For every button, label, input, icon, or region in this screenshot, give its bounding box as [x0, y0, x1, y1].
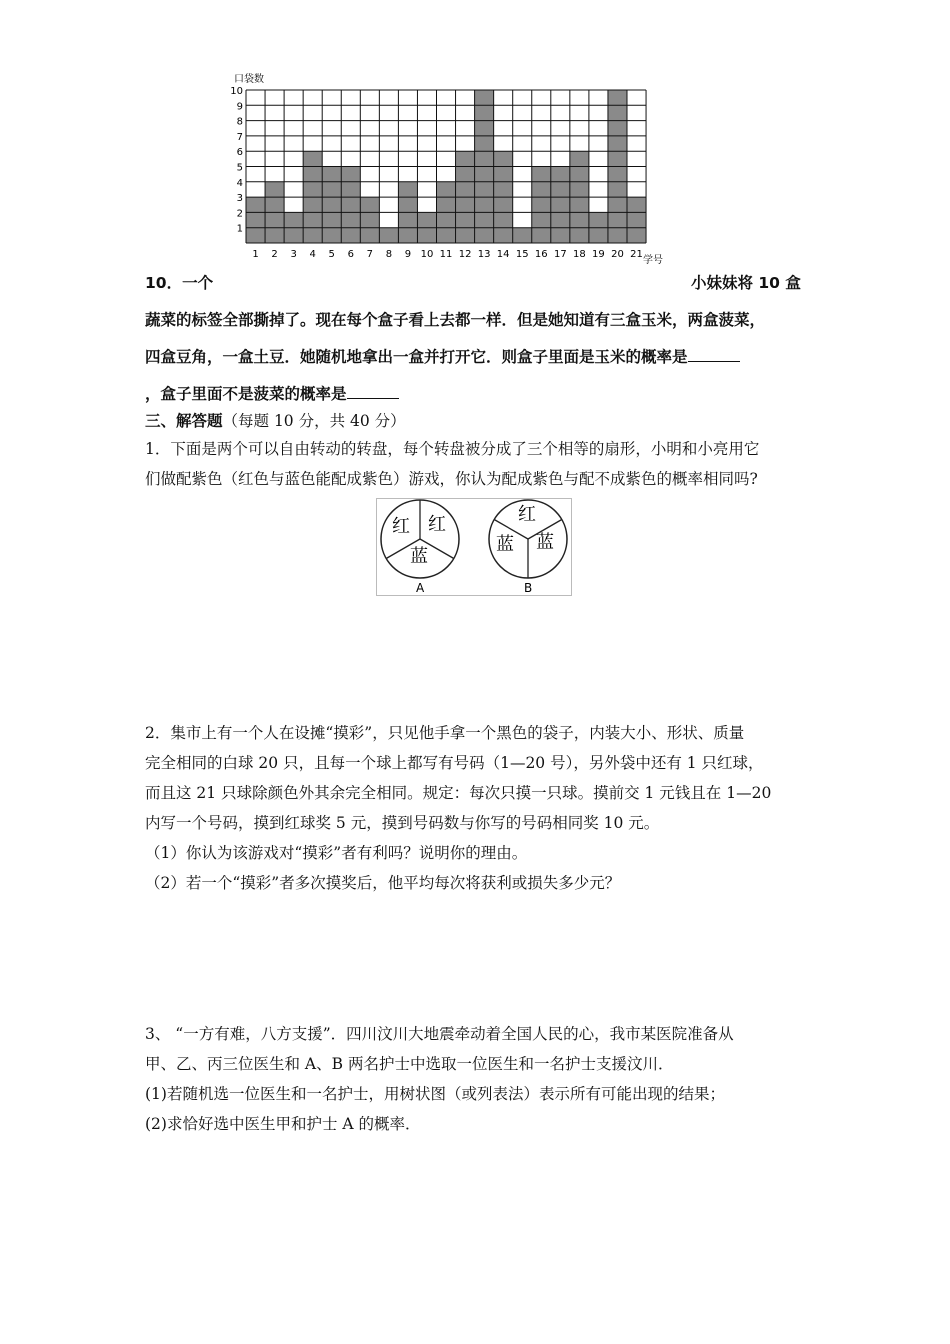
spinner-a-sector-3: 蓝 [410, 546, 428, 567]
spinner-b [489, 500, 567, 595]
bar-student-8 [379, 228, 398, 243]
spinner-a-sector-2: 红 [428, 514, 446, 535]
y-tick-label: 4 [236, 177, 243, 189]
x-tick-label: 10 [420, 249, 434, 260]
spinner-b-sector-2: 蓝 [496, 534, 514, 555]
q10-line-3 [145, 346, 740, 368]
p3-line-2: 甲、乙、丙三位医生和 A、B 两名护士中选取一位医生和一名护士支援汶川． [145, 1055, 674, 1073]
y-tick-label: 8 [236, 116, 243, 128]
y-tick-label: 2 [236, 208, 243, 220]
bar-student-7 [360, 197, 379, 243]
x-tick-label: 11 [439, 249, 453, 260]
y-tick-label: 6 [236, 147, 243, 159]
y-tick-label: 9 [236, 101, 243, 113]
bar-student-15 [513, 228, 532, 243]
x-tick-label: 13 [477, 249, 491, 260]
x-tick-label: 19 [592, 249, 605, 260]
x-tick-label: 6 [347, 249, 354, 260]
chart-x-axis-label: 学号 [643, 255, 663, 266]
spinner-b-sector-1: 红 [518, 504, 536, 525]
x-tick-label: 2 [271, 249, 278, 260]
q10-answer-blank-1[interactable] [688, 347, 740, 362]
y-tick-label: 5 [236, 162, 243, 174]
x-tick-label: 12 [458, 249, 472, 260]
x-tick-label: 5 [328, 249, 335, 260]
y-tick-label: 1 [236, 223, 243, 235]
x-tick-label: 1 [252, 249, 259, 260]
p2-line-4: 内写一个号码，摸到红球奖 5 元，摸到号码数与你写的号码相同奖 10 元。 [145, 814, 660, 832]
x-tick-label: 20 [611, 249, 624, 260]
spinner-figure [376, 498, 572, 596]
pocket-count-bar-chart [228, 70, 663, 270]
p1-line-2: 们做配紫色（红色与蓝色能配成紫色）游戏，你认为配成紫色与配不成紫色的概率相同吗? [145, 470, 758, 488]
bar-student-6 [341, 167, 360, 244]
q10-line-1-end [691, 272, 801, 294]
x-tick-label: 9 [404, 249, 412, 260]
section-3-note: （每题 10 分，共 40 分） [222, 412, 406, 430]
q10-line-2: 蔬菜的标签全部撕掉了。现在每个盒子看上去都一样．但是她知道有三盒玉米，两盒菠菜， [145, 311, 766, 329]
chart-y-axis-label: 口袋数 [234, 74, 264, 85]
p2-question-1: （1）你认为该游戏对“摸彩”者有利吗？说明你的理由。 [145, 844, 528, 862]
q10-line-3-text: 四盒豆角，一盒土豆．她随机地拿出一盒并打开它．则盒子里面是玉米的概率是 [145, 348, 688, 366]
section-3-heading [145, 410, 406, 432]
x-tick-label: 18 [573, 249, 586, 260]
spinner-a-sector-1: 红 [392, 516, 410, 537]
y-tick-label: 7 [236, 131, 243, 143]
p2-line-3: 而且这 21 只球除颜色外其余完全相同。规定：每次只摸一只球。摸前交 1 元钱且在 1—20 [145, 784, 772, 802]
q10-line-4-text: ，盒子里面不是菠菜的概率是 [145, 385, 347, 403]
bar-student-1 [246, 197, 265, 243]
x-tick-label: 14 [496, 249, 510, 260]
bar-student-21 [627, 197, 646, 243]
p3-question-1: (1)若随机选一位医生和一名护士，用树状图（或列表法）表示所有可能出现的结果； [145, 1085, 725, 1103]
x-tick-label: 4 [309, 249, 316, 260]
q10-line-4 [145, 383, 399, 405]
q10-intro: 10．一个 [145, 274, 214, 292]
section-3-title: 三、解答题 [145, 412, 223, 430]
bar-student-17 [551, 167, 570, 244]
spinner-a-label: A [416, 581, 425, 595]
q10-line-1 [145, 272, 213, 294]
x-tick-label: 17 [553, 249, 567, 260]
y-tick-label: 3 [236, 193, 243, 205]
q10-intro-end: 小妹妹将 10 盒 [691, 274, 801, 292]
x-tick-label: 8 [385, 249, 393, 260]
x-tick-label: 16 [534, 249, 548, 260]
bar-student-16 [532, 167, 551, 244]
spinner-b-label: B [524, 581, 533, 595]
x-tick-label: 15 [515, 249, 529, 260]
p1-line-1: 1．下面是两个可以自由转动的转盘，每个转盘被分成了三个相等的扇形，小明和小亮用它 [145, 440, 760, 458]
bar-student-5 [322, 167, 341, 244]
p3-question-2: (2)求恰好选中医生甲和护士 A 的概率． [145, 1115, 421, 1133]
x-tick-label: 3 [290, 249, 297, 260]
x-tick-label: 7 [366, 249, 374, 260]
x-tick-label: 21 [630, 249, 643, 260]
spinner-a [381, 500, 459, 595]
p2-line-2: 完全相同的白球 20 只，且每一个球上都写有号码（1—20 号），另外袋中还有 1 只红球， [145, 754, 764, 772]
y-tick-label: 10 [230, 86, 243, 97]
spinner-b-sector-3: 蓝 [536, 532, 554, 553]
p3-line-1: 3、 “一方有难，八方支援”．四川汶川大地震牵动着全国人民的心，我市某医院准备从 [145, 1025, 734, 1043]
p2-line-1: 2．集市上有一个人在设摊“摸彩”，只见他手拿一个黑色的袋子，内装大小、形状、质量 [145, 724, 745, 742]
p2-question-2: （2）若一个“摸彩”者多次摸奖后，他平均每次将获利或损失多少元？ [145, 874, 621, 892]
q10-answer-blank-2[interactable] [347, 384, 399, 399]
